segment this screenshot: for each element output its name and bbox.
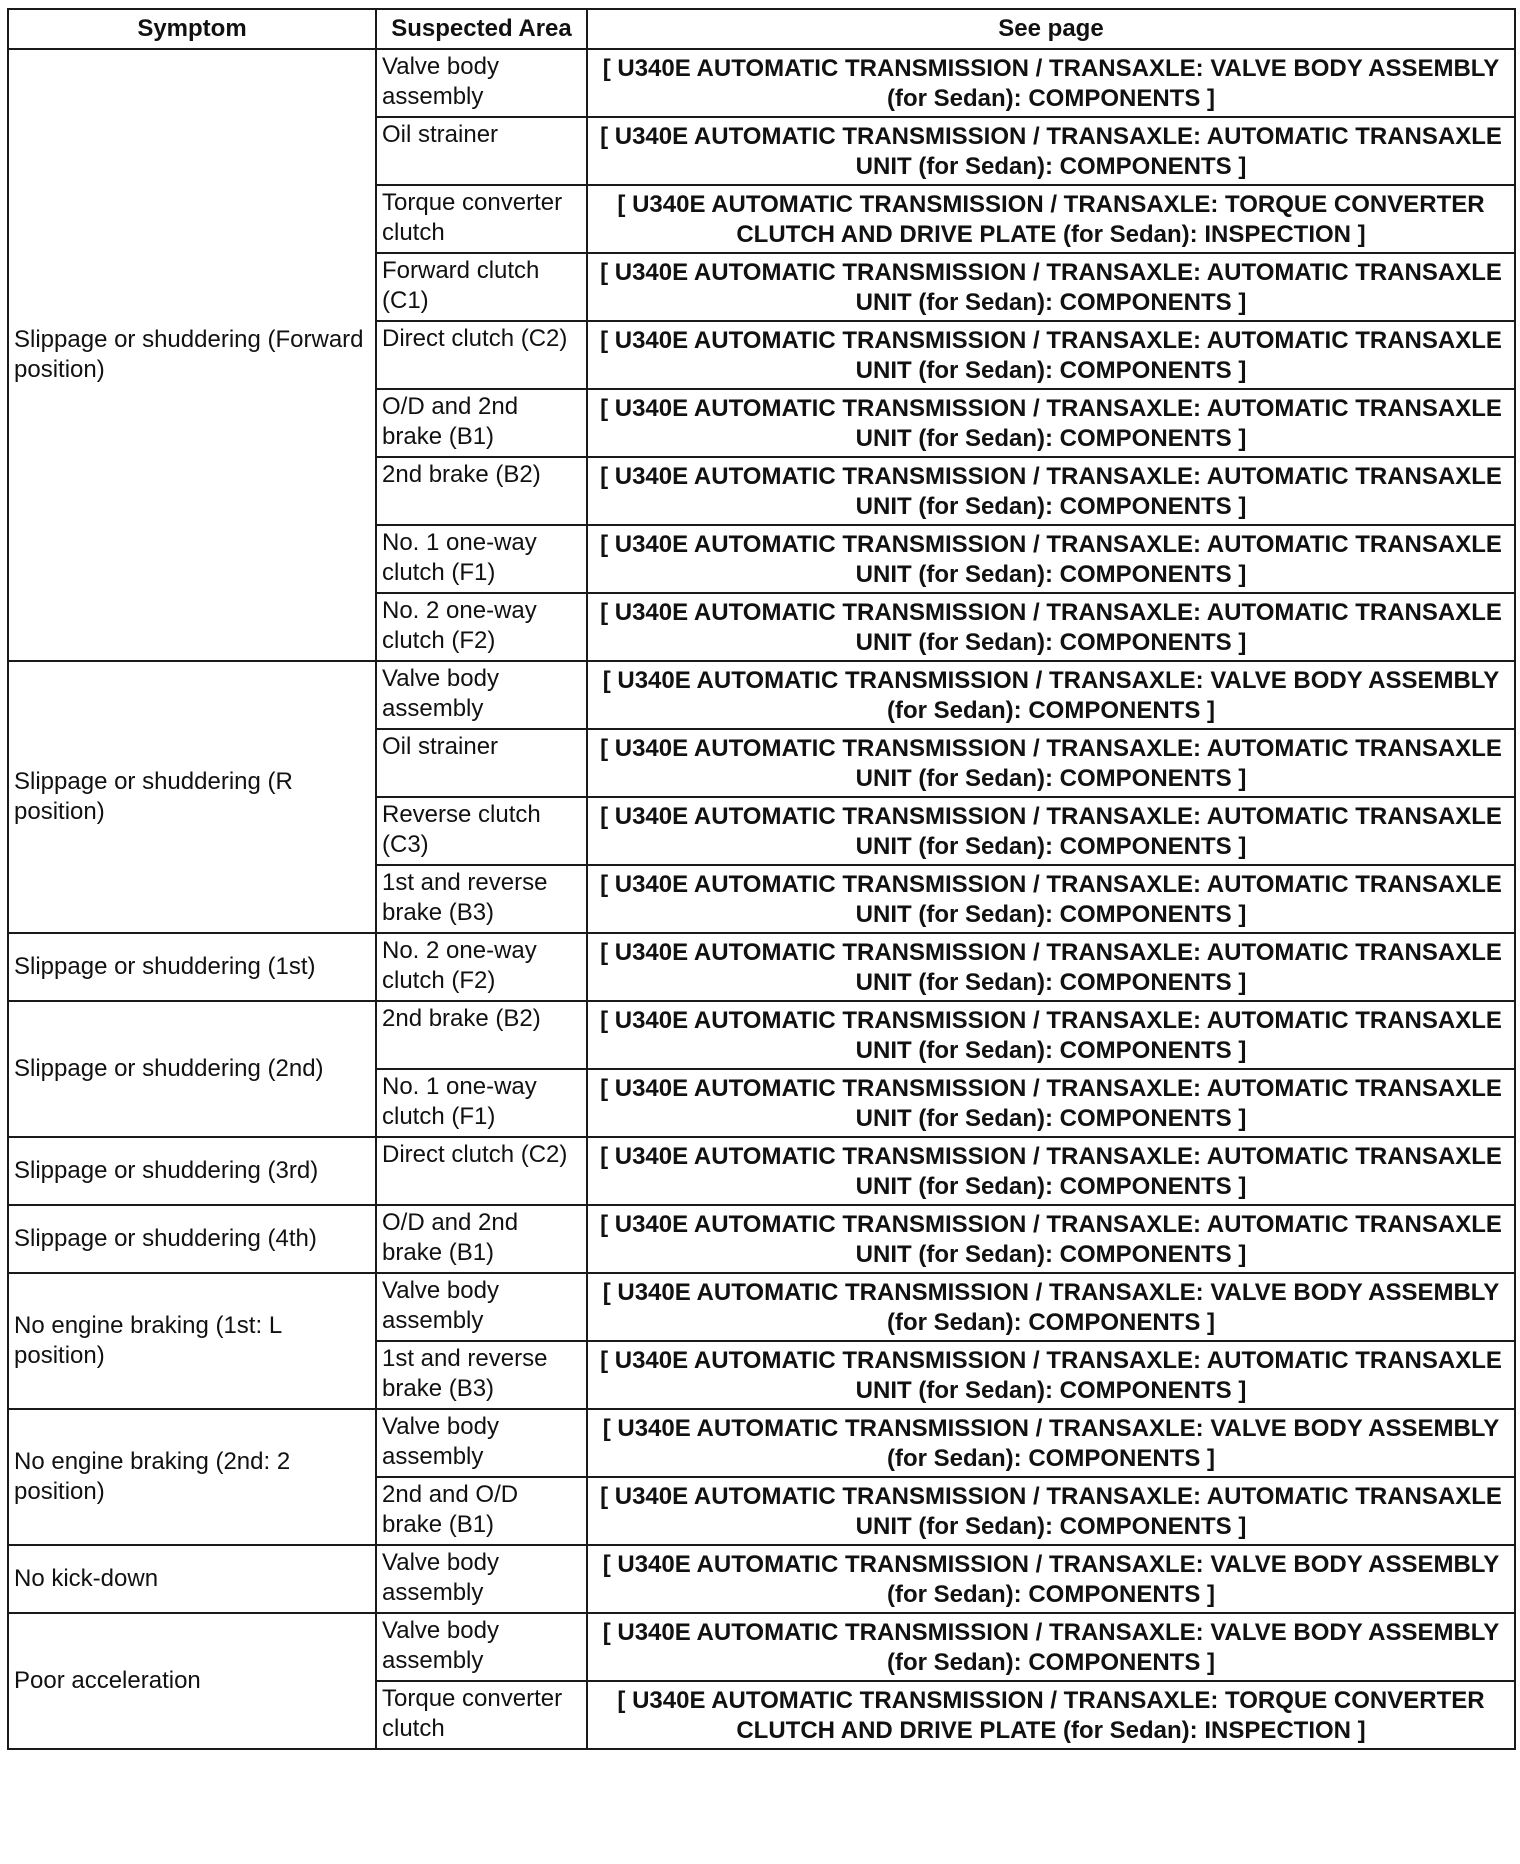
see-page-link[interactable]: [ U340E AUTOMATIC TRANSMISSION / TRANSAXLE: TORQUE CONVERTER CLUTCH AND DRIVE PLATE (for Sedan): INSPECTION ] [587, 1681, 1515, 1749]
see-page-link[interactable]: [ U340E AUTOMATIC TRANSMISSION / TRANSAXLE: VALVE BODY ASSEMBLY (for Sedan): COMPONENTS ] [587, 661, 1515, 729]
suspected-area-cell: Valve body assembly [376, 1613, 587, 1681]
see-page-link[interactable]: [ U340E AUTOMATIC TRANSMISSION / TRANSAXLE: VALVE BODY ASSEMBLY (for Sedan): COMPONENTS ] [587, 49, 1515, 117]
see-page-link[interactable]: [ U340E AUTOMATIC TRANSMISSION / TRANSAXLE: AUTOMATIC TRANSAXLE UNIT (for Sedan): COMPONENTS ] [587, 457, 1515, 525]
symptom-cell: Slippage or shuddering (R position) [8, 661, 376, 933]
see-page-link[interactable]: [ U340E AUTOMATIC TRANSMISSION / TRANSAXLE: AUTOMATIC TRANSAXLE UNIT (for Sedan): COMPONENTS ] [587, 865, 1515, 933]
table-row [8, 1273, 1515, 1341]
header-row [8, 9, 1515, 49]
table-row [8, 1205, 1515, 1273]
see-page-link[interactable]: [ U340E AUTOMATIC TRANSMISSION / TRANSAXLE: AUTOMATIC TRANSAXLE UNIT (for Sedan): COMPONENTS ] [587, 525, 1515, 593]
see-page-link[interactable]: [ U340E AUTOMATIC TRANSMISSION / TRANSAXLE: AUTOMATIC TRANSAXLE UNIT (for Sedan): COMPONENTS ] [587, 1137, 1515, 1205]
see-page-link[interactable]: [ U340E AUTOMATIC TRANSMISSION / TRANSAXLE: AUTOMATIC TRANSAXLE UNIT (for Sedan): COMPONENTS ] [587, 1341, 1515, 1409]
suspected-area-cell: Valve body assembly [376, 49, 587, 117]
header-see-page: See page [587, 9, 1515, 49]
see-page-link[interactable]: [ U340E AUTOMATIC TRANSMISSION / TRANSAXLE: AUTOMATIC TRANSAXLE UNIT (for Sedan): COMPONENTS ] [587, 1001, 1515, 1069]
symptom-table [7, 8, 1516, 1750]
symptom-cell: Poor acceleration [8, 1613, 376, 1749]
suspected-area-cell: Valve body assembly [376, 1273, 587, 1341]
suspected-area-cell: Direct clutch (C2) [376, 321, 587, 389]
suspected-area-cell: Torque converter clutch [376, 185, 587, 253]
see-page-link[interactable]: [ U340E AUTOMATIC TRANSMISSION / TRANSAXLE: AUTOMATIC TRANSAXLE UNIT (for Sedan): COMPONENTS ] [587, 729, 1515, 797]
suspected-area-cell: 2nd brake (B2) [376, 457, 587, 525]
symptom-cell: Slippage or shuddering (Forward position) [8, 49, 376, 661]
suspected-area-cell: Forward clutch (C1) [376, 253, 587, 321]
suspected-area-cell: Oil strainer [376, 729, 587, 797]
suspected-area-cell: 2nd brake (B2) [376, 1001, 587, 1069]
symptom-cell: No kick-down [8, 1545, 376, 1613]
header-suspected-area: Suspected Area [376, 9, 587, 49]
see-page-link[interactable]: [ U340E AUTOMATIC TRANSMISSION / TRANSAXLE: AUTOMATIC TRANSAXLE UNIT (for Sedan): COMPONENTS ] [587, 1477, 1515, 1545]
table-row [8, 1001, 1515, 1069]
suspected-area-cell: No. 1 one-way clutch (F1) [376, 525, 587, 593]
see-page-link[interactable]: [ U340E AUTOMATIC TRANSMISSION / TRANSAXLE: AUTOMATIC TRANSAXLE UNIT (for Sedan): COMPONENTS ] [587, 933, 1515, 1001]
suspected-area-cell: Oil strainer [376, 117, 587, 185]
suspected-area-cell: Reverse clutch (C3) [376, 797, 587, 865]
table-row [8, 1613, 1515, 1681]
suspected-area-cell: Valve body assembly [376, 1545, 587, 1613]
symptom-cell: Slippage or shuddering (3rd) [8, 1137, 376, 1205]
table-row [8, 1545, 1515, 1613]
see-page-link[interactable]: [ U340E AUTOMATIC TRANSMISSION / TRANSAXLE: VALVE BODY ASSEMBLY (for Sedan): COMPONENTS ] [587, 1545, 1515, 1613]
see-page-link[interactable]: [ U340E AUTOMATIC TRANSMISSION / TRANSAXLE: VALVE BODY ASSEMBLY (for Sedan): COMPONENTS ] [587, 1613, 1515, 1681]
suspected-area-cell: 1st and reverse brake (B3) [376, 1341, 587, 1409]
suspected-area-cell: O/D and 2nd brake (B1) [376, 389, 587, 457]
see-page-link[interactable]: [ U340E AUTOMATIC TRANSMISSION / TRANSAXLE: AUTOMATIC TRANSAXLE UNIT (for Sedan): COMPONENTS ] [587, 253, 1515, 321]
table-row [8, 49, 1515, 117]
symptom-cell: No engine braking (1st: L position) [8, 1273, 376, 1409]
suspected-area-cell: No. 2 one-way clutch (F2) [376, 593, 587, 661]
suspected-area-cell: 2nd and O/D brake (B1) [376, 1477, 587, 1545]
table-row [8, 661, 1515, 729]
see-page-link[interactable]: [ U340E AUTOMATIC TRANSMISSION / TRANSAXLE: AUTOMATIC TRANSAXLE UNIT (for Sedan): COMPONENTS ] [587, 593, 1515, 661]
suspected-area-cell: Torque converter clutch [376, 1681, 587, 1749]
symptom-cell: Slippage or shuddering (2nd) [8, 1001, 376, 1137]
table-row [8, 1137, 1515, 1205]
see-page-link[interactable]: [ U340E AUTOMATIC TRANSMISSION / TRANSAXLE: AUTOMATIC TRANSAXLE UNIT (for Sedan): COMPONENTS ] [587, 797, 1515, 865]
suspected-area-cell: 1st and reverse brake (B3) [376, 865, 587, 933]
table-row [8, 1409, 1515, 1477]
suspected-area-cell: No. 1 one-way clutch (F1) [376, 1069, 587, 1137]
suspected-area-cell: O/D and 2nd brake (B1) [376, 1205, 587, 1273]
suspected-area-cell: Valve body assembly [376, 1409, 587, 1477]
see-page-link[interactable]: [ U340E AUTOMATIC TRANSMISSION / TRANSAXLE: VALVE BODY ASSEMBLY (for Sedan): COMPONENTS ] [587, 1273, 1515, 1341]
symptom-cell: No engine braking (2nd: 2 position) [8, 1409, 376, 1545]
table-body [8, 49, 1515, 1749]
see-page-link[interactable]: [ U340E AUTOMATIC TRANSMISSION / TRANSAXLE: AUTOMATIC TRANSAXLE UNIT (for Sedan): COMPONENTS ] [587, 117, 1515, 185]
see-page-link[interactable]: [ U340E AUTOMATIC TRANSMISSION / TRANSAXLE: VALVE BODY ASSEMBLY (for Sedan): COMPONENTS ] [587, 1409, 1515, 1477]
see-page-link[interactable]: [ U340E AUTOMATIC TRANSMISSION / TRANSAXLE: AUTOMATIC TRANSAXLE UNIT (for Sedan): COMPONENTS ] [587, 321, 1515, 389]
see-page-link[interactable]: [ U340E AUTOMATIC TRANSMISSION / TRANSAXLE: TORQUE CONVERTER CLUTCH AND DRIVE PLATE (for Sedan): INSPECTION ] [587, 185, 1515, 253]
suspected-area-cell: Valve body assembly [376, 661, 587, 729]
see-page-link[interactable]: [ U340E AUTOMATIC TRANSMISSION / TRANSAXLE: AUTOMATIC TRANSAXLE UNIT (for Sedan): COMPONENTS ] [587, 1069, 1515, 1137]
table-row [8, 933, 1515, 1001]
symptom-cell: Slippage or shuddering (1st) [8, 933, 376, 1001]
see-page-link[interactable]: [ U340E AUTOMATIC TRANSMISSION / TRANSAXLE: AUTOMATIC TRANSAXLE UNIT (for Sedan): COMPONENTS ] [587, 389, 1515, 457]
suspected-area-cell: Direct clutch (C2) [376, 1137, 587, 1205]
suspected-area-cell: No. 2 one-way clutch (F2) [376, 933, 587, 1001]
see-page-link[interactable]: [ U340E AUTOMATIC TRANSMISSION / TRANSAXLE: AUTOMATIC TRANSAXLE UNIT (for Sedan): COMPONENTS ] [587, 1205, 1515, 1273]
header-symptom: Symptom [8, 9, 376, 49]
symptom-cell: Slippage or shuddering (4th) [8, 1205, 376, 1273]
